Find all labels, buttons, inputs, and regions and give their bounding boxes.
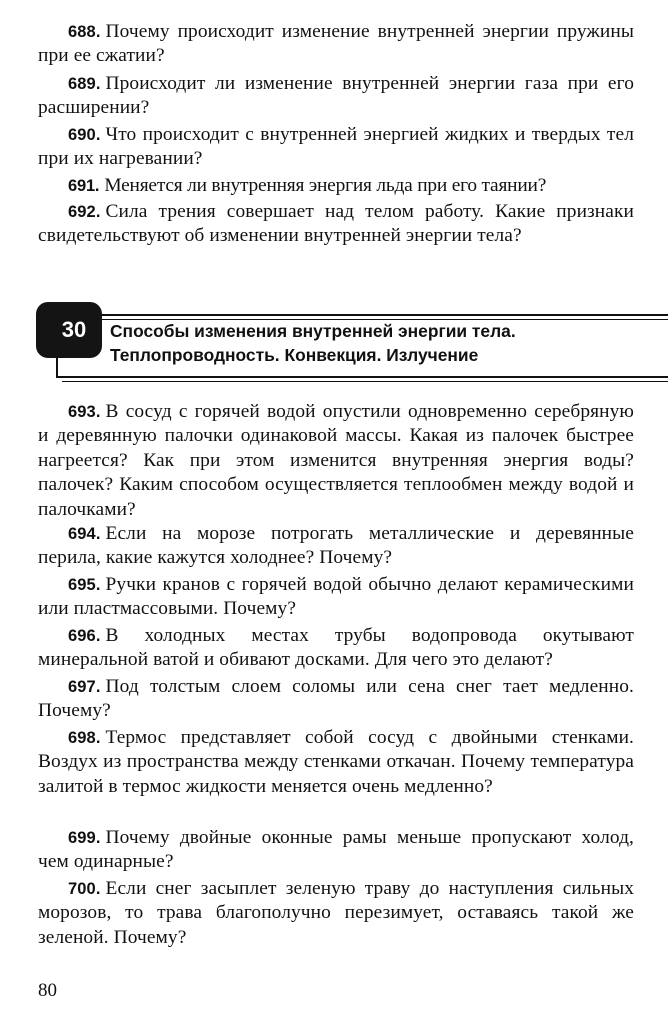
section-header [36, 302, 668, 382]
section-title [110, 319, 668, 367]
problem-690 [38, 123, 634, 172]
problem-number: 696. [68, 627, 101, 645]
problem-693 [38, 400, 634, 522]
frame-line [56, 376, 668, 378]
problem-number: 699. [68, 829, 101, 847]
problem-text: Почему происходит изменение внутренней энергии пружины при ее сжатии? [38, 21, 634, 67]
problem-number: 688. [68, 23, 101, 41]
frame-line [98, 314, 668, 316]
section-number-badge: 30 [36, 302, 102, 358]
section-title-line-1: Способы изменения внутренней энергии тела. [110, 321, 516, 341]
problem-number: 698. [68, 729, 101, 747]
problem-text: Если на морозе потрогать металлические и деревянные перила, какие кажутся холоднее? Почему? [38, 523, 634, 569]
problem-696 [38, 624, 634, 673]
problem-number: 693. [68, 403, 101, 421]
problem-text: Под толстым слоем соломы или сена снег тает медленно. Почему? [38, 676, 634, 722]
problem-text: Происходит ли изменение внутренней энергии газа при его расширении? [38, 73, 634, 119]
problem-number: 695. [68, 576, 101, 594]
problem-text: Что происходит с внутренней энергией жидких и твердых тел при их нагревании? [38, 124, 634, 170]
problem-text: Термос представляет собой сосуд с двойными стенками. Воздух из пространства между стенками откачан. Почему температура залитой в термос жидкости меняется очень медленно? [38, 727, 634, 797]
problem-text: Меняется ли внутренняя энергия льда при его таянии? [104, 175, 547, 196]
problem-688 [38, 20, 634, 69]
problem-number: 697. [68, 678, 101, 696]
problem-699 [38, 826, 634, 875]
frame-line [62, 381, 668, 382]
problem-700 [38, 877, 634, 950]
problem-number: 692. [68, 203, 101, 221]
problem-text: В холодных местах трубы водопровода окутывают минеральной ватой и обивают досками. Для чего это делают? [38, 625, 634, 671]
problem-697 [38, 675, 634, 724]
page-number: 80 [38, 980, 57, 1001]
problem-689 [38, 72, 634, 121]
problem-number: 691. [68, 177, 100, 195]
problem-text: Ручки кранов с горячей водой обычно делают керамическими или пластмассовыми. Почему? [38, 574, 634, 620]
section-title-line-2: Теплопроводность. Конвекция. Излучение [110, 345, 479, 365]
problem-number: 694. [68, 525, 101, 543]
problem-number: 690. [68, 126, 101, 144]
problem-text: Почему двойные оконные рамы меньше пропускают холод, чем одинарные? [38, 827, 634, 873]
problem-695 [38, 573, 634, 622]
problem-698 [38, 726, 634, 799]
problem-text: Сила трения совершает над телом работу. Какие признаки свидетельствуют об изменении внутренней энергии тела? [38, 201, 634, 247]
problem-number: 689. [68, 75, 101, 93]
problem-691 [38, 174, 634, 198]
problem-694 [38, 522, 634, 571]
problem-number: 700. [68, 880, 101, 898]
problem-text: Если снег засыплет зеленую траву до наступления сильных морозов, то трава благополучно перезимует, оставаясь такой же зеленой. Почему? [38, 878, 634, 948]
problem-692 [38, 200, 634, 249]
frame-line [56, 358, 58, 378]
problem-text: В сосуд с горячей водой опустили одновременно серебряную и деревянную палочки одинаковой массы. Какая из палочек быстрее нагреется? Как при этом изменится внутренняя энергия воды? палочек? Каким способом осуществляется теплообмен между водой и палочками? [38, 401, 634, 520]
